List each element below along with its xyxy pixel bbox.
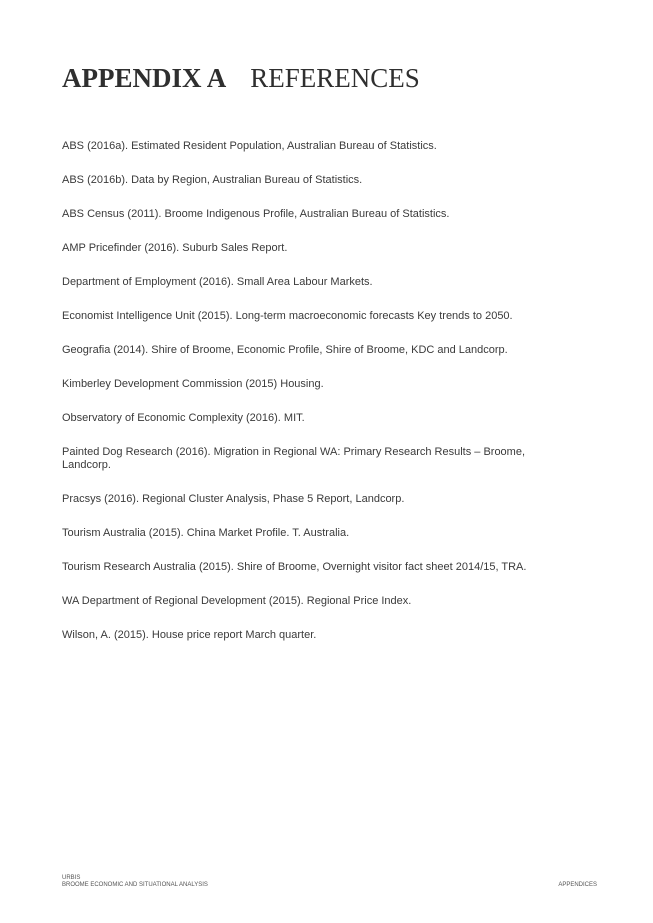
reference-item: AMP Pricefinder (2016). Suburb Sales Report. xyxy=(62,242,288,254)
reference-list xyxy=(62,140,540,663)
footer-left xyxy=(62,875,208,889)
reference-item: Geografia (2014). Shire of Broome, Economic Profile, Shire of Broome, KDC and Landcorp. xyxy=(62,344,508,356)
reference-item: Pracsys (2016). Regional Cluster Analysis, Phase 5 Report, Landcorp. xyxy=(62,493,405,505)
footer-report-title: BROOME ECONOMIC AND SITUATIONAL ANALYSIS xyxy=(62,882,208,888)
reference-item: Tourism Australia (2015). China Market Profile. T. Australia. xyxy=(62,527,350,539)
reference-item: ABS (2016b). Data by Region, Australian Bureau of Statistics. xyxy=(62,174,363,186)
reference-item: Tourism Research Australia (2015). Shire of Broome, Overnight visitor fact sheet 2014/15, TRA. xyxy=(62,561,527,573)
reference-item: ABS (2016a). Estimated Resident Population, Australian Bureau of Statistics. xyxy=(62,140,437,152)
footer-section: APPENDICES xyxy=(558,882,597,888)
reference-item: Economist Intelligence Unit (2015). Long-term macroeconomic forecasts Key trends to 2050. xyxy=(62,310,513,322)
reference-item: ABS Census (2011). Broome Indigenous Profile, Australian Bureau of Statistics. xyxy=(62,208,450,220)
reference-item: Department of Employment (2016). Small Area Labour Markets. xyxy=(62,276,373,288)
reference-item: Observatory of Economic Complexity (2016). MIT. xyxy=(62,412,305,424)
appendix-title: REFERENCES xyxy=(250,63,420,93)
reference-item: Painted Dog Research (2016). Migration in Regional WA: Primary Research Results – Broome, Landcorp. xyxy=(62,446,526,471)
reference-item: Wilson, A. (2015). House price report March quarter. xyxy=(62,629,317,641)
reference-item: Kimberley Development Commission (2015) Housing. xyxy=(62,378,324,390)
reference-item: WA Department of Regional Development (2015). Regional Price Index. xyxy=(62,595,412,607)
page-title xyxy=(62,62,420,94)
appendix-label: APPENDIX A xyxy=(62,63,227,93)
footer-company: URBIS xyxy=(62,875,81,881)
